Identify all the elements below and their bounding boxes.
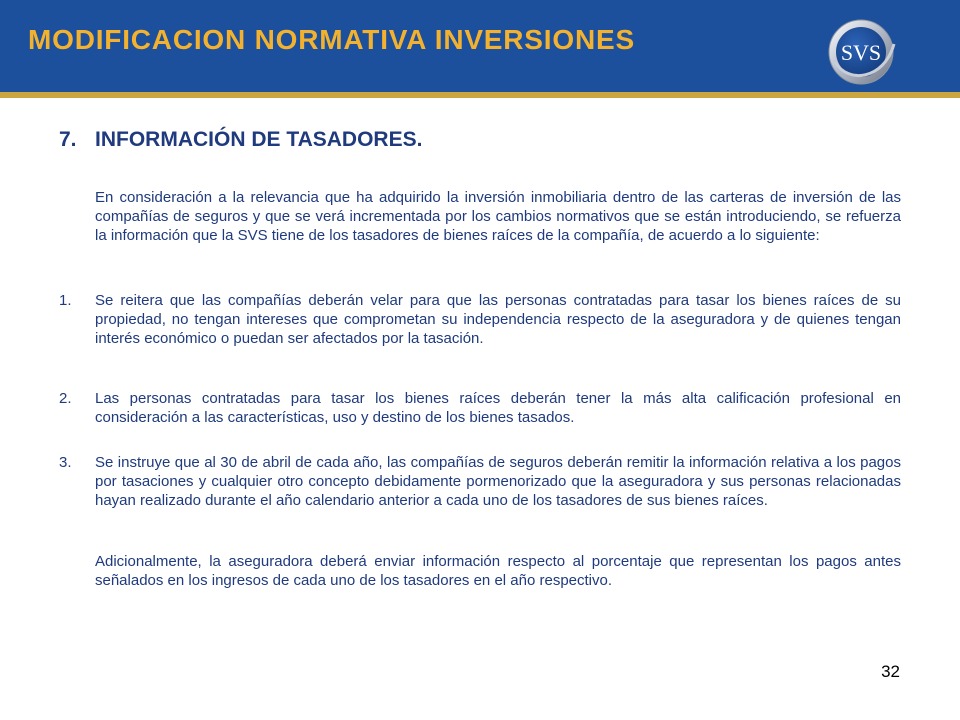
section-heading bbox=[59, 128, 422, 152]
section-title: INFORMACIÓN DE TASADORES. bbox=[95, 128, 423, 151]
list-item bbox=[59, 453, 901, 510]
svs-logo bbox=[818, 14, 904, 88]
list-item-number: 1. bbox=[59, 292, 72, 309]
list-item-number: 3. bbox=[59, 454, 72, 471]
list-item bbox=[59, 291, 901, 348]
logo-text: SVS bbox=[840, 40, 882, 65]
section-number: 7. bbox=[59, 128, 77, 151]
page-number: 32 bbox=[881, 662, 900, 681]
list-item-text: Se reitera que las compañías deberán velar para que las personas contratadas para tasar los bienes raíces de su propiedad, no tengan intereses que comprometan su independencia respecto de la aseguradora y de quienes tengan interés económico o puedan ser afectados por la tasación. bbox=[95, 292, 901, 347]
list-item-text: Las personas contratadas para tasar los bienes raíces deberán tener la más alta calificación profesional en consideración a las características, uso y destino de los bienes tasados. bbox=[95, 390, 901, 426]
intro-paragraph: En consideración a la relevancia que ha adquirido la inversión inmobiliaria dentro de las carteras de inversión de las compañías de seguros y que se verá incrementada por los cambios normativos que se están introduciendo, se refuerza la información que la SVS tiene de los tasadores de bienes raíces de la compañía, de acuerdo a lo siguiente: bbox=[95, 189, 901, 244]
header-divider bbox=[0, 92, 960, 98]
closing-paragraph: Adicionalmente, la aseguradora deberá enviar información respecto al porcentaje que representan los pagos antes señalados en los ingresos de cada uno de los tasadores en el año respectivo. bbox=[95, 553, 901, 589]
slide-title: MODIFICACION NORMATIVA INVERSIONES bbox=[28, 24, 635, 55]
list-item-number: 2. bbox=[59, 390, 72, 407]
list-item-text: Se instruye que al 30 de abril de cada año, las compañías de seguros deberán remitir la información relativa a los pagos por tasaciones y cualquier otro concepto debidamente pormenorizado que la aseguradora y sus personas relacionadas hayan realizado durante el año calendario anterior a cada uno de los tasadores de sus bienes raíces. bbox=[95, 454, 901, 509]
list-item bbox=[59, 389, 901, 427]
